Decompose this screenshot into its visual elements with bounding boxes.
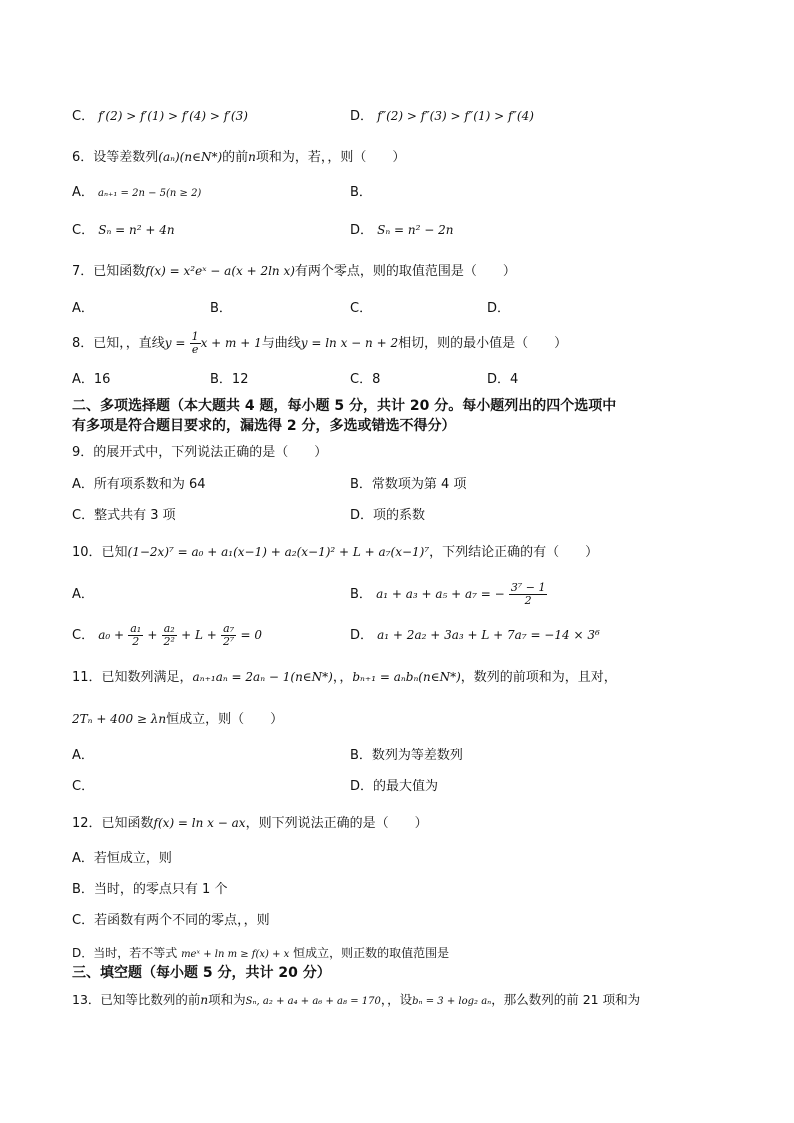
fraction	[190, 331, 201, 356]
q7-stem	[72, 262, 516, 281]
stem-math: 2Tₙ + 400 ≥ λn	[72, 712, 167, 726]
stem-math: aₙ₊₁aₙ = 2aₙ − 1(n∈N*)	[192, 670, 333, 684]
q10-option-c	[72, 617, 262, 654]
q6-option-c	[72, 221, 175, 240]
fraction-numerator: a₂	[162, 623, 177, 636]
fraction-denominator: 2²	[163, 635, 175, 648]
q8-option-b: B．12	[210, 372, 249, 387]
q11-option-d: D．的最大值为	[350, 779, 439, 794]
q9-option-b: B．常数项为第 4 项	[350, 477, 467, 492]
stem-math: Sₙ, a₂ + a₄ + a₆ + a₈ = 170	[245, 996, 381, 1007]
fraction	[128, 623, 143, 648]
stem-text: ，那么数列的前 21 项和为	[491, 992, 641, 1007]
stem-text: 与曲线	[261, 336, 301, 351]
option-label: D．	[350, 109, 374, 124]
q11-option-b: B．数列为等差数列	[350, 748, 463, 763]
q8-option-a: A．16	[72, 372, 111, 387]
q10-option-d	[350, 626, 600, 645]
stem-text: ，则下列说法正确的是（ ）	[245, 816, 428, 831]
option-label: B．	[350, 587, 372, 602]
section-3-heading: 三、填空题（每小题 5 分，共计 20 分）	[72, 965, 331, 981]
option-math: a₁ + a₃ + a₅ + a₇ = −	[376, 587, 505, 601]
q8-stem	[72, 326, 567, 361]
fraction-numerator: 1	[191, 330, 199, 343]
fraction-denominator: e	[191, 343, 199, 356]
stem-text: 8．已知，，直线	[72, 336, 165, 351]
option-math: a₀ +	[98, 628, 125, 642]
option-math: f″(2) > f″(3) > f″(1) > f″(4)	[377, 109, 534, 123]
q12-option-d	[72, 944, 449, 964]
q13-stem	[72, 991, 640, 1011]
stem-text: ，，	[332, 670, 353, 685]
option-math: Sₙ = n² − 2n	[377, 223, 454, 237]
option-label: B．	[350, 185, 372, 200]
stem-math: n	[248, 150, 256, 164]
q12-stem	[72, 814, 428, 833]
fraction-numerator: 3⁷ − 1	[510, 581, 546, 594]
section-2-heading-line2: 有多项是符合题目要求的，漏选得 2 分，多选或错选不得分）	[72, 418, 456, 434]
option-label: C．	[72, 223, 95, 238]
stem-math: bₙ = 3 + log₂ aₙ	[412, 996, 492, 1007]
fraction-denominator: 2	[524, 594, 532, 607]
stem-text: 项和为，若，，则（ ）	[255, 150, 406, 165]
option-math: = 0	[240, 628, 263, 642]
option-math: +	[147, 628, 158, 642]
option-text: D．当时，若不等式	[72, 946, 178, 960]
stem-math: y =	[164, 336, 186, 350]
q10-option-b	[350, 576, 547, 613]
q9-option-a: A．所有项系数和为 64	[72, 477, 206, 492]
option-label: A．	[72, 185, 94, 200]
q11-stem-line2	[72, 710, 283, 729]
fraction-denominator: 2⁷	[222, 635, 235, 648]
q5-option-c	[72, 107, 248, 126]
stem-text: 11．已知数列满足，	[72, 670, 193, 685]
stem-text: 10．已知	[72, 545, 128, 560]
q6-option-d	[350, 221, 454, 240]
q7-option-d: D．	[487, 301, 511, 316]
fraction	[221, 623, 236, 648]
stem-text: 的前	[222, 150, 249, 165]
option-label: C．	[72, 109, 95, 124]
q6-option-a	[72, 184, 201, 203]
fraction	[162, 623, 177, 648]
option-text: 恒成立，则正数的取值范围是	[293, 946, 450, 960]
q8-option-d: D．4	[487, 372, 519, 387]
q12-option-b: B．当时，的零点只有 1 个	[72, 882, 228, 897]
stem-text: ，，设	[380, 992, 413, 1007]
fraction-numerator: a₁	[130, 622, 142, 635]
stem-math: (1−2x)⁷ = a₀ + a₁(x−1) + a₂(x−1)² + L + a₇(x−1)⁷	[127, 545, 430, 559]
q7-option-c: C．	[350, 301, 373, 316]
q9-stem: 9．的展开式中，下列说法正确的是（ ）	[72, 445, 328, 460]
fraction-numerator: a₇	[221, 623, 236, 636]
stem-text: 恒成立，则（ ）	[166, 712, 284, 727]
stem-text: 项和为	[208, 992, 246, 1007]
stem-text: 12．已知函数	[72, 816, 154, 831]
option-math: f′(2) > f′(1) > f′(4) > f′(3)	[98, 109, 248, 123]
stem-text: 相切，则的最小值是（ ）	[398, 336, 568, 351]
q6-option-b	[350, 184, 372, 202]
stem-text: 有两个零点，则的取值范围是（ ）	[294, 264, 516, 279]
option-math: meˣ + ln m ≥ f(x) + x	[181, 949, 290, 960]
fraction	[509, 582, 548, 607]
q11-option-a: A．	[72, 748, 94, 763]
option-math: + L +	[181, 628, 217, 642]
stem-math: n	[200, 993, 209, 1007]
fraction-denominator: 2	[132, 635, 140, 648]
stem-text: ，下列结论正确的有（ ）	[429, 545, 599, 560]
stem-text: ，数列的前项和为，且对，	[460, 670, 617, 685]
stem-text: 13．已知等比数列的前	[72, 992, 201, 1007]
q5-option-d	[350, 107, 534, 126]
option-math: Sₙ = n² + 4n	[98, 223, 175, 237]
stem-math: y = ln x − n + 2	[300, 336, 399, 350]
q7-option-b: B．	[210, 301, 232, 316]
q8-option-c: C．8	[350, 372, 381, 387]
option-label: D．	[350, 628, 374, 643]
q9-option-d: D．项的系数	[350, 508, 426, 523]
option-math: a₁ + 2a₂ + 3a₃ + L + 7a₇ = −14 × 3⁶	[377, 628, 600, 642]
q10-option-a: A．	[72, 587, 94, 602]
stem-text: 6．设等差数列	[72, 150, 159, 165]
q10-stem	[72, 543, 598, 562]
q11-stem	[72, 668, 617, 687]
q11-option-c: C．	[72, 779, 95, 794]
stem-math: f(x) = x²eˣ − a(x + 2ln x)	[145, 264, 295, 278]
stem-text: 7．已知函数	[72, 264, 146, 279]
q12-option-c: C．若函数有两个不同的零点，，则	[72, 913, 270, 928]
option-math: aₙ₊₁ = 2n − 5(n ≥ 2)	[98, 188, 202, 199]
option-label: C．	[72, 628, 95, 643]
option-label: D．	[350, 223, 374, 238]
stem-math: bₙ₊₁ = aₙbₙ(n∈N*)	[352, 670, 461, 684]
q9-option-c: C．整式共有 3 项	[72, 508, 176, 523]
q7-option-a: A．	[72, 301, 94, 316]
stem-math: x + m + 1	[200, 336, 262, 350]
stem-math: f(x) = ln x − ax	[153, 816, 246, 830]
q12-option-a: A．若恒成立，则	[72, 851, 172, 866]
q6-stem	[72, 148, 405, 167]
stem-math: (aₙ)(n∈N*)	[158, 150, 223, 164]
section-2-heading-line1: 二、多项选择题（本大题共 4 题，每小题 5 分，共计 20 分。每小题列出的四个选项中	[72, 398, 617, 414]
